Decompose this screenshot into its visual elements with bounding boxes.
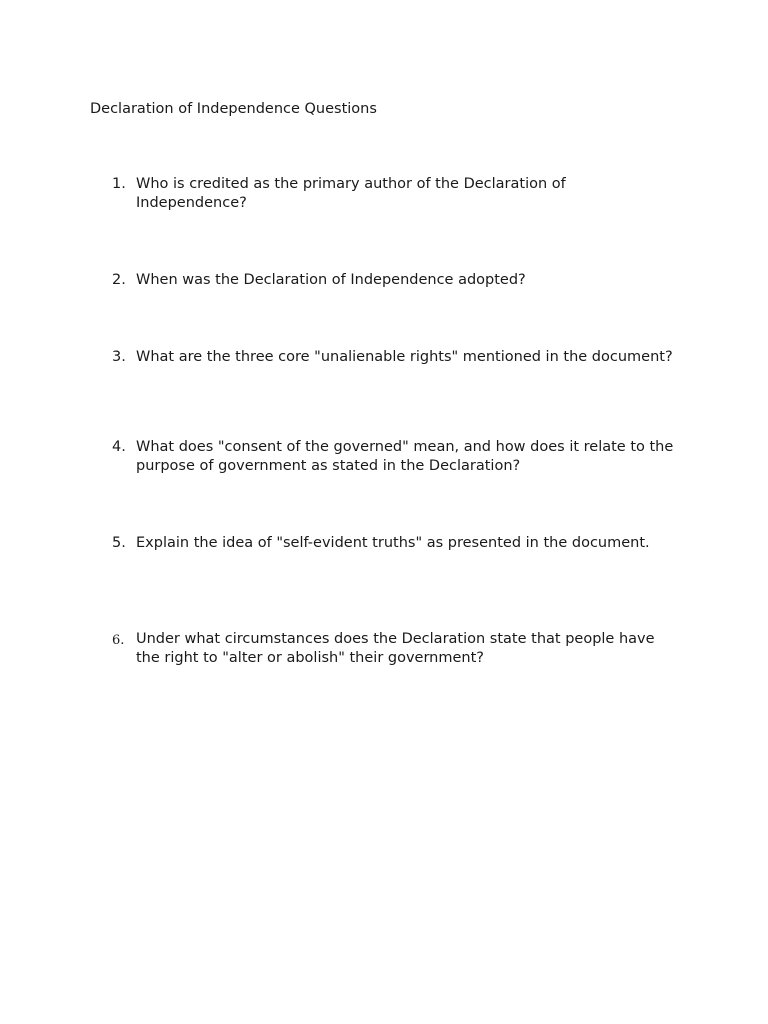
question-number: 1.: [112, 176, 126, 192]
question-number: 4.: [112, 439, 126, 455]
question-number: 3.: [112, 349, 126, 365]
question-text: When was the Declaration of Independence adopted?: [136, 272, 526, 288]
question-text: What does "consent of the governed" mean, and how does it relate to the purpose of government as stated in the Declaration?: [136, 439, 674, 474]
question-number: 5.: [112, 535, 126, 551]
question-number: 6.: [112, 633, 125, 648]
question-number: 2.: [112, 272, 126, 288]
question-text: Who is credited as the primary author of the Declaration of Independence?: [136, 176, 566, 211]
question-text: Explain the idea of "self-evident truths" as presented in the document.: [136, 535, 650, 551]
document-title: Declaration of Independence Questions: [90, 101, 377, 117]
question-text: What are the three core "unalienable rights" mentioned in the document?: [136, 349, 673, 365]
question-text: Under what circumstances does the Declaration state that people have the right to "alter or abolish" their government?: [136, 631, 655, 666]
